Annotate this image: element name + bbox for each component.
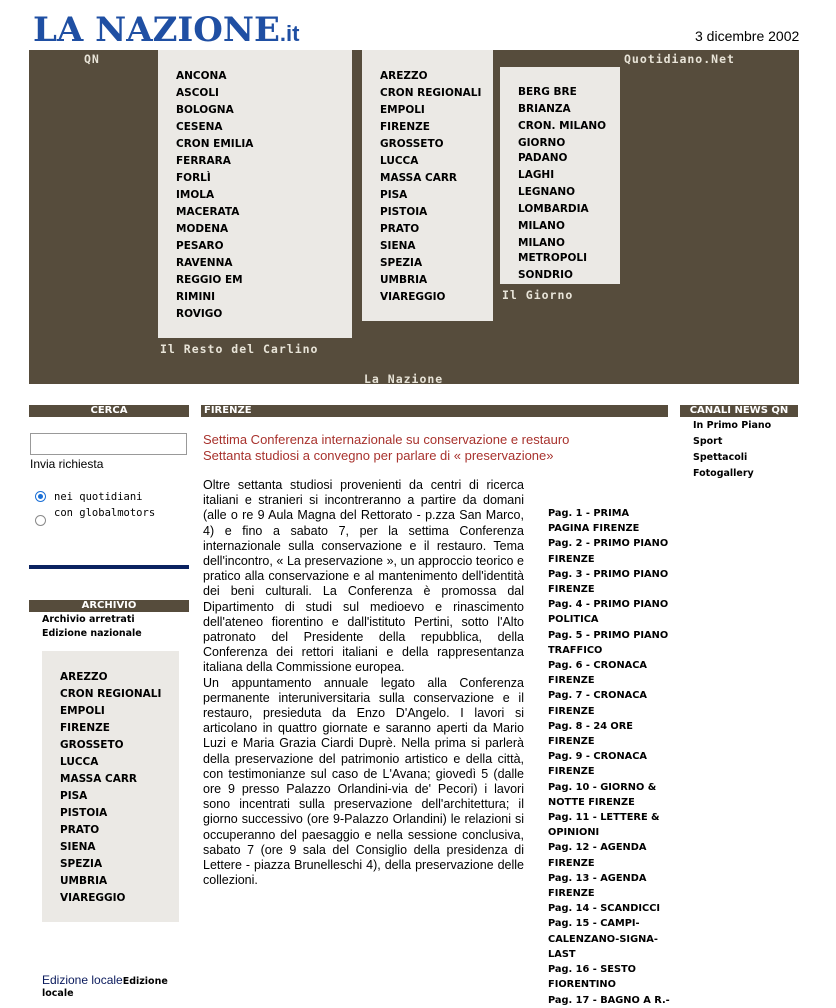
headline-primary: Settima Conferenza internazionale su conservazione e restauro — [203, 432, 570, 447]
archive-city-link[interactable]: SPEZIA — [60, 858, 103, 870]
carlino-city-link[interactable]: PESARO — [176, 240, 224, 252]
giorno-city-link[interactable]: MILANO — [518, 219, 565, 232]
page-link[interactable]: Pag. 13 - AGENDA FIRENZE — [548, 872, 647, 900]
archive-city-list — [42, 651, 179, 922]
nazione-city-link[interactable]: PRATO — [380, 223, 420, 235]
carlino-city-link[interactable]: MACERATA — [176, 206, 240, 218]
nazione-city-link[interactable]: UMBRIA — [380, 274, 428, 286]
carlino-city-link[interactable]: ASCOLI — [176, 87, 219, 99]
submit-search-button[interactable]: Invia richiesta — [30, 457, 104, 471]
channel-link[interactable]: In Primo Piano — [693, 420, 772, 431]
giorno-city-link[interactable]: MILANO METROPOLI — [518, 236, 588, 265]
nazione-city-link[interactable]: SPEZIA — [380, 257, 423, 269]
giorno-city-link[interactable]: CRON. MILANO — [518, 119, 607, 132]
archive-city-link[interactable]: MASSA CARR — [60, 773, 138, 785]
page-link[interactable]: Pag. 17 - BAGNO A R.- — [548, 994, 670, 1006]
edizione-locale-link[interactable]: Edizione locale — [42, 973, 123, 987]
nazione-city-link[interactable]: MASSA CARR — [380, 172, 458, 184]
carlino-city-link[interactable]: FORLÌ — [176, 172, 211, 184]
channel-link[interactable]: Sport — [693, 436, 723, 447]
nazione-city-link[interactable]: LUCCA — [380, 155, 419, 167]
article-paragraph-1: Oltre settanta studiosi provenienti da centri di ricerca italiani e stranieri si incontreranno a partire da domani (alle o re 9 Aula Magna del Rettorato - p.zza San Marco, 4) e fino a sabato 7, per la settima Conferenza internazionale sulla conservazione e il restauro. Tema dell'incontro, « La preservazione », un approccio teorico e pratico alla conservazione e al mantenimento dell'identità dei beni culturali. La Conferenza è promossa dal Dipartimento di studi sul medioevo e rinascimento dell'ateneo fiorentino e dall'istituto Pertini, sotto l'Alto patronato del Presidente della repubblica, della Conferenza dei rettori italiani e della rappresentanza italiana della Commissione europea. — [203, 478, 524, 675]
page-link[interactable]: Pag. 8 - 24 ORE FIRENZE — [548, 720, 633, 748]
carlino-city-link[interactable]: MODENA — [176, 223, 229, 235]
archive-city-link[interactable]: FIRENZE — [60, 722, 110, 734]
article-paragraph-2: Un appuntamento annuale legato alla Conferenza permanente interuniversitaria sulla conservazione e il restauro, presieduta da Enzo D'Angelo. I lavori si articolano in quattro giornate e saranno aperti da Mario Luzi e Maria Grazia Ciardi Duprè. Nella prima si parlerà della preservazione del patrimonio artistico e della città, con testimonianze sul caso de L'Avana; giovedì 5 (dalle ore 9 presso Palazzo Orlandini-via de' Pecori) i lavori sono incentrati sulla preservazione dell'architettura; il giorno successivo (ore 9-Palazzo Orlandini) le relazioni si occuperanno del paesaggio e nella sessione conclusiva, sabato 7 (ore 9 sala del Consiglio della presidenza di Lettere - piazza Brunelleschi 4), della preservazione delle collezioni. — [203, 675, 524, 888]
page-link[interactable]: Pag. 5 - PRIMO PIANO TRAFFICO — [548, 629, 669, 656]
archive-section-title: ARCHIVIO — [29, 600, 189, 612]
giorno-city-link[interactable]: LOMBARDIA — [518, 202, 589, 215]
nazione-city-link[interactable]: FIRENZE — [380, 121, 430, 133]
edizione-locale-small[interactable]: Edizione — [122, 976, 168, 987]
channels-section-title: CANALI NEWS QN — [680, 405, 798, 417]
nazione-city-link[interactable]: SIENA — [380, 240, 416, 252]
page-link[interactable]: Pag. 16 - SESTO FIORENTINO — [548, 964, 637, 991]
giorno-label[interactable]: Il Giorno — [502, 288, 574, 302]
channel-link[interactable]: Fotogallery — [693, 468, 754, 479]
archive-city-link[interactable]: GROSSETO — [60, 739, 124, 751]
archive-city-link[interactable]: PISA — [60, 790, 88, 802]
archive-city-link[interactable]: EMPOLI — [60, 705, 105, 717]
archive-city-link[interactable]: AREZZO — [60, 671, 108, 683]
archive-city-link[interactable]: PISTOIA — [60, 807, 108, 819]
edizione-nazionale-link[interactable]: Edizione nazionale — [42, 628, 142, 639]
page-link[interactable]: Pag. 11 - LETTERE & OPINIONI — [548, 812, 660, 839]
carlino-city-link[interactable]: RIMINI — [176, 291, 216, 303]
search-section-title: CERCA — [29, 405, 189, 417]
archive-city-link[interactable]: CRON REGIONALI — [60, 688, 162, 700]
giorno-city-link[interactable]: SONDRIO — [518, 269, 573, 282]
page-link[interactable]: Pag. 7 - CRONACA FIRENZE — [548, 690, 647, 717]
page-link[interactable]: Pag. 15 - CAMPI-CALENZANO-SIGNA-LAST — [548, 918, 658, 960]
carlino-city-link[interactable]: FERRARA — [176, 155, 231, 167]
current-date: 3 dicembre 2002 — [695, 28, 800, 44]
nazione-label[interactable]: La Nazione — [364, 372, 444, 386]
giorno-city-link[interactable]: BERG BRE — [518, 86, 577, 98]
carlino-city-link[interactable]: REGGIO EM — [176, 274, 243, 286]
page-link[interactable]: Pag. 6 - CRONACA FIRENZE — [548, 660, 647, 687]
carlino-city-link[interactable]: CESENA — [176, 121, 223, 133]
archive-city-link[interactable]: VIAREGGIO — [60, 892, 126, 904]
page-link[interactable]: Pag. 1 - PRIMA PAGINA FIRENZE — [548, 508, 640, 535]
radio-quotidiani-label: nei quotidiani — [54, 491, 143, 503]
carlino-label[interactable]: Il Resto del Carlino — [160, 342, 319, 356]
archive-city-link[interactable]: PRATO — [60, 824, 100, 836]
nazione-city-link[interactable]: AREZZO — [380, 70, 428, 82]
giorno-city-link[interactable]: BRIANZA — [518, 102, 571, 115]
pages-list — [548, 506, 673, 1008]
qn-label[interactable]: QN — [84, 52, 100, 66]
archivio-arretrati-link[interactable]: Archivio arretrati — [42, 614, 135, 625]
carlino-city-link[interactable]: IMOLA — [176, 189, 215, 201]
giorno-city-link[interactable]: GIORNO PADANO — [518, 136, 568, 165]
edizione-locale-small-2[interactable]: locale — [42, 988, 74, 999]
giorno-city-link[interactable]: LAGHI — [518, 169, 555, 182]
channels-list — [693, 418, 771, 482]
nazione-city-link[interactable]: EMPOLI — [380, 104, 425, 116]
nazione-city-link[interactable]: GROSSETO — [380, 138, 444, 150]
nazione-city-link[interactable]: CRON REGIONALI — [380, 87, 482, 99]
page-link[interactable]: Pag. 4 - PRIMO PIANO POLITICA — [548, 599, 669, 626]
giorno-city-link[interactable]: LEGNANO — [518, 185, 576, 198]
radio-globalmotors[interactable] — [35, 515, 46, 526]
giorno-city-list — [500, 67, 620, 284]
headline-secondary: Settanta studiosi a convegno per parlare di « preservazione» — [203, 448, 554, 463]
nazione-city-link[interactable]: PISTOIA — [380, 206, 428, 218]
archive-city-link[interactable]: UMBRIA — [60, 875, 108, 887]
carlino-city-link[interactable]: ROVIGO — [176, 308, 223, 320]
nazione-city-link[interactable]: PISA — [380, 189, 408, 201]
carlino-city-link[interactable]: BOLOGNA — [176, 104, 234, 116]
page-link[interactable]: Pag. 12 - AGENDA FIRENZE — [548, 842, 647, 869]
site-logo[interactable] — [33, 10, 299, 50]
quotidiano-net-label[interactable]: Quotidiano.Net — [624, 52, 735, 66]
page-link[interactable]: Pag. 10 - GIORNO & NOTTE FIRENZE — [548, 781, 657, 808]
channel-link[interactable]: Spettacoli — [693, 452, 748, 463]
section-title: FIRENZE — [201, 405, 668, 417]
carlino-city-list — [158, 50, 352, 338]
radio-globalmotors-label: con globalmotors — [54, 507, 156, 519]
carlino-city-link[interactable]: ANCONA — [176, 70, 227, 82]
logo-suffix: .it — [279, 21, 300, 46]
archive-city-link[interactable]: SIENA — [60, 841, 96, 853]
carlino-city-link[interactable]: CRON EMILIA — [176, 138, 254, 150]
carlino-city-link[interactable]: RAVENNA — [176, 257, 233, 269]
page-link[interactable]: Pag. 2 - PRIMO PIANO FIRENZE — [548, 538, 669, 565]
page-link[interactable]: Pag. 14 - SCANDICCI — [548, 903, 661, 915]
logo-main: LA NAZIONE — [33, 10, 280, 50]
page-link[interactable]: Pag. 3 - PRIMO PIANO FIRENZE — [548, 568, 669, 596]
nazione-city-list — [362, 50, 493, 321]
radio-quotidiani[interactable] — [35, 491, 46, 502]
article-body — [203, 478, 524, 888]
archive-city-link[interactable]: LUCCA — [60, 756, 99, 768]
divider — [29, 565, 189, 569]
page-link[interactable]: Pag. 9 - CRONACA FIRENZE — [548, 751, 647, 778]
nazione-city-link[interactable]: VIAREGGIO — [380, 291, 446, 303]
search-input[interactable] — [30, 433, 187, 455]
